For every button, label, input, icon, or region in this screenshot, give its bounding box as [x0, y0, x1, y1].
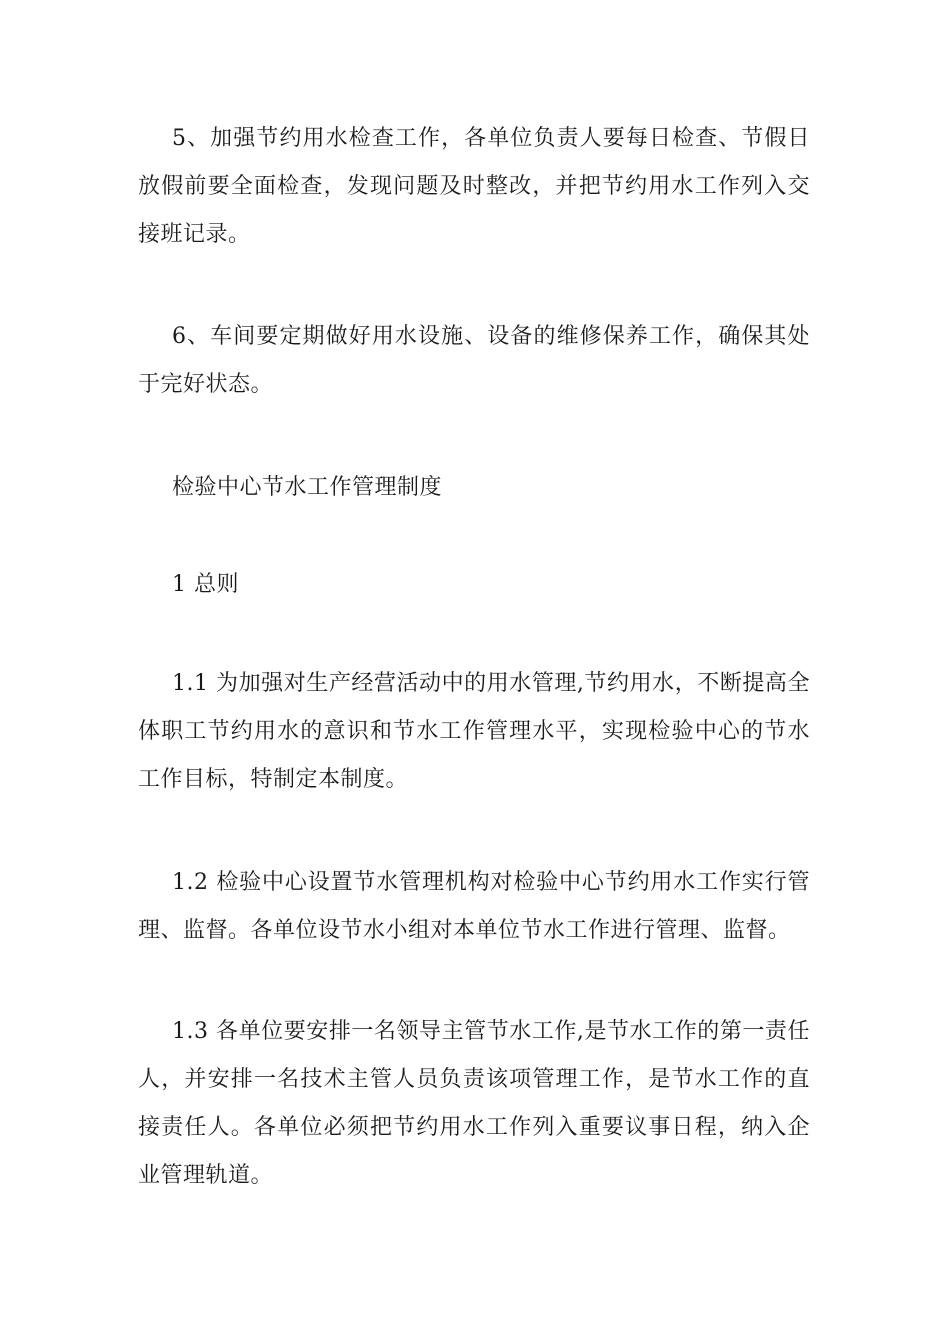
paragraph-1-1: 1.1 为加强对生产经营活动中的用水管理,节约用水，不断提高全体职工节约用水的意识和节水工作管理水平，实现检验中心的节水工作目标，特制定本制度。: [138, 671, 810, 792]
paragraph-item-6: 6、车间要定期做好用水设施、设备的维修保养工作，确保其处于完好状态。: [138, 324, 810, 397]
paragraph-1-3: 1.3 各单位要安排一名领导主管节水工作,是节水工作的第一责任人，并安排一名技术主管人员负责该项管理工作，是节水工作的直接责任人。各单位必须把节约用水工作列入重要议事日程，纳入企业管理轨道。: [138, 1019, 810, 1188]
paragraph-item-5: 5、加强节约用水检查工作，各单位负责人要每日检查、节假日放假前要全面检查，发现问题及时整改，并把节约用水工作列入交接班记录。: [138, 126, 810, 247]
section-title: 检验中心节水工作管理制度: [172, 475, 443, 500]
section-heading-general: 1 总则: [172, 572, 239, 597]
paragraph-1-2: 1.2 检验中心设置节水管理机构对检验中心节约用水工作实行管理、监督。各单位设节水小组对本单位节水工作进行管理、监督。: [138, 870, 810, 943]
